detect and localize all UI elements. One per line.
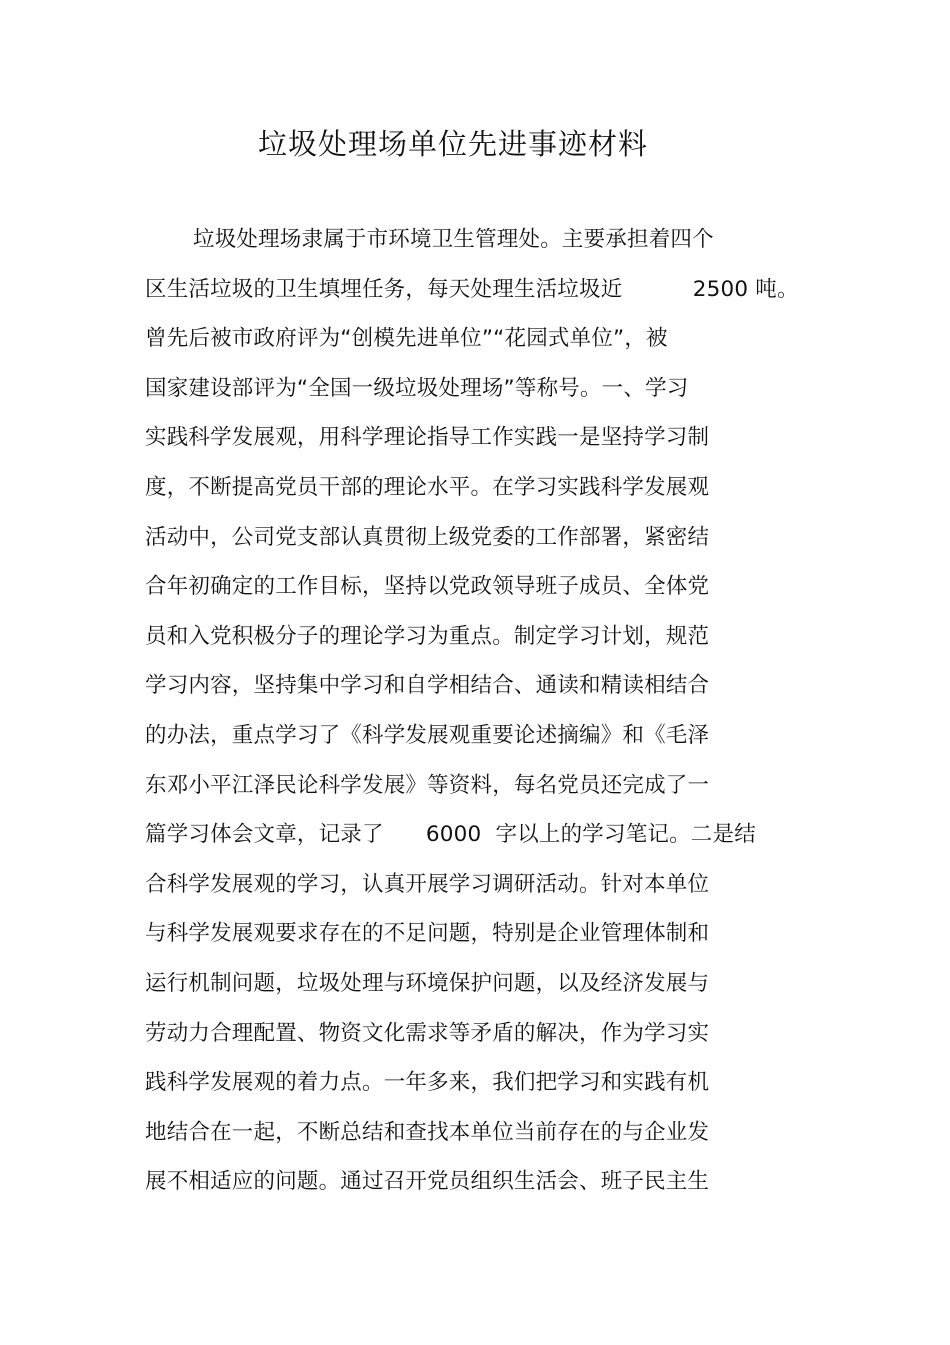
text-line: 展不相适应的问题。通过召开党员组织生活会、班子民主生 <box>145 1169 710 1195</box>
text-line: 与科学发展观要求存在的不足问题，特别是企业管理体制和 <box>145 921 710 947</box>
text-line: 实践科学发展观，用科学理论指导工作实践一是坚持学习制 <box>145 425 710 451</box>
document-title: 垃圾处理场单位先进事迹材料 <box>257 127 648 161</box>
text-line: 篇学习体会文章，记录了 6000 字以上的学习笔记。二是结 <box>145 822 756 848</box>
text-line: 劳动力合理配置、物资文化需求等矛盾的解决，作为学习实 <box>145 1020 710 1046</box>
text-line: 地结合在一起，不断总结和查找本单位当前存在的与企业发 <box>145 1119 710 1145</box>
text-line: 区生活垃圾的卫生填埋任务，每天处理生活垃圾近 2500 吨。 <box>145 276 799 302</box>
text-line: 的办法，重点学习了《科学发展观重要论述摘编》和《毛泽 <box>145 722 710 748</box>
text-line: 合年初确定的工作目标，坚持以党政领导班子成员、全体党 <box>145 574 710 600</box>
text-line: 合科学发展观的学习，认真开展学习调研活动。针对本单位 <box>145 871 710 897</box>
text-line: 活动中，公司党支部认真贯彻上级党委的工作部署，紧密结 <box>145 524 710 550</box>
text-line: 东邓小平江泽民论科学发展》等资料，每名党员还完成了一 <box>145 772 710 798</box>
text-line: 垃圾处理场隶属于市环境卫生管理处。主要承担着四个 <box>193 227 714 252</box>
text-line: 践科学发展观的着力点。一年多来，我们把学习和实践有机 <box>145 1070 710 1096</box>
text-line: 运行机制问题，垃圾处理与环境保护问题，以及经济发展与 <box>145 970 710 996</box>
text-line: 曾先后被市政府评为“创模先进单位”“花园式单位”，被 <box>145 326 668 352</box>
text-line: 学习内容，坚持集中学习和自学相结合、通读和精读相结合 <box>145 673 710 699</box>
text-line: 度，不断提高党员干部的理论水平。在学习实践科学发展观 <box>145 474 710 500</box>
document-body <box>145 222 825 1214</box>
text-line: 国家建设部评为“全国一级垃圾处理场”等称号。一、学习 <box>145 375 689 401</box>
text-line: 员和入党积极分子的理论学习为重点。制定学习计划，规范 <box>145 623 710 649</box>
